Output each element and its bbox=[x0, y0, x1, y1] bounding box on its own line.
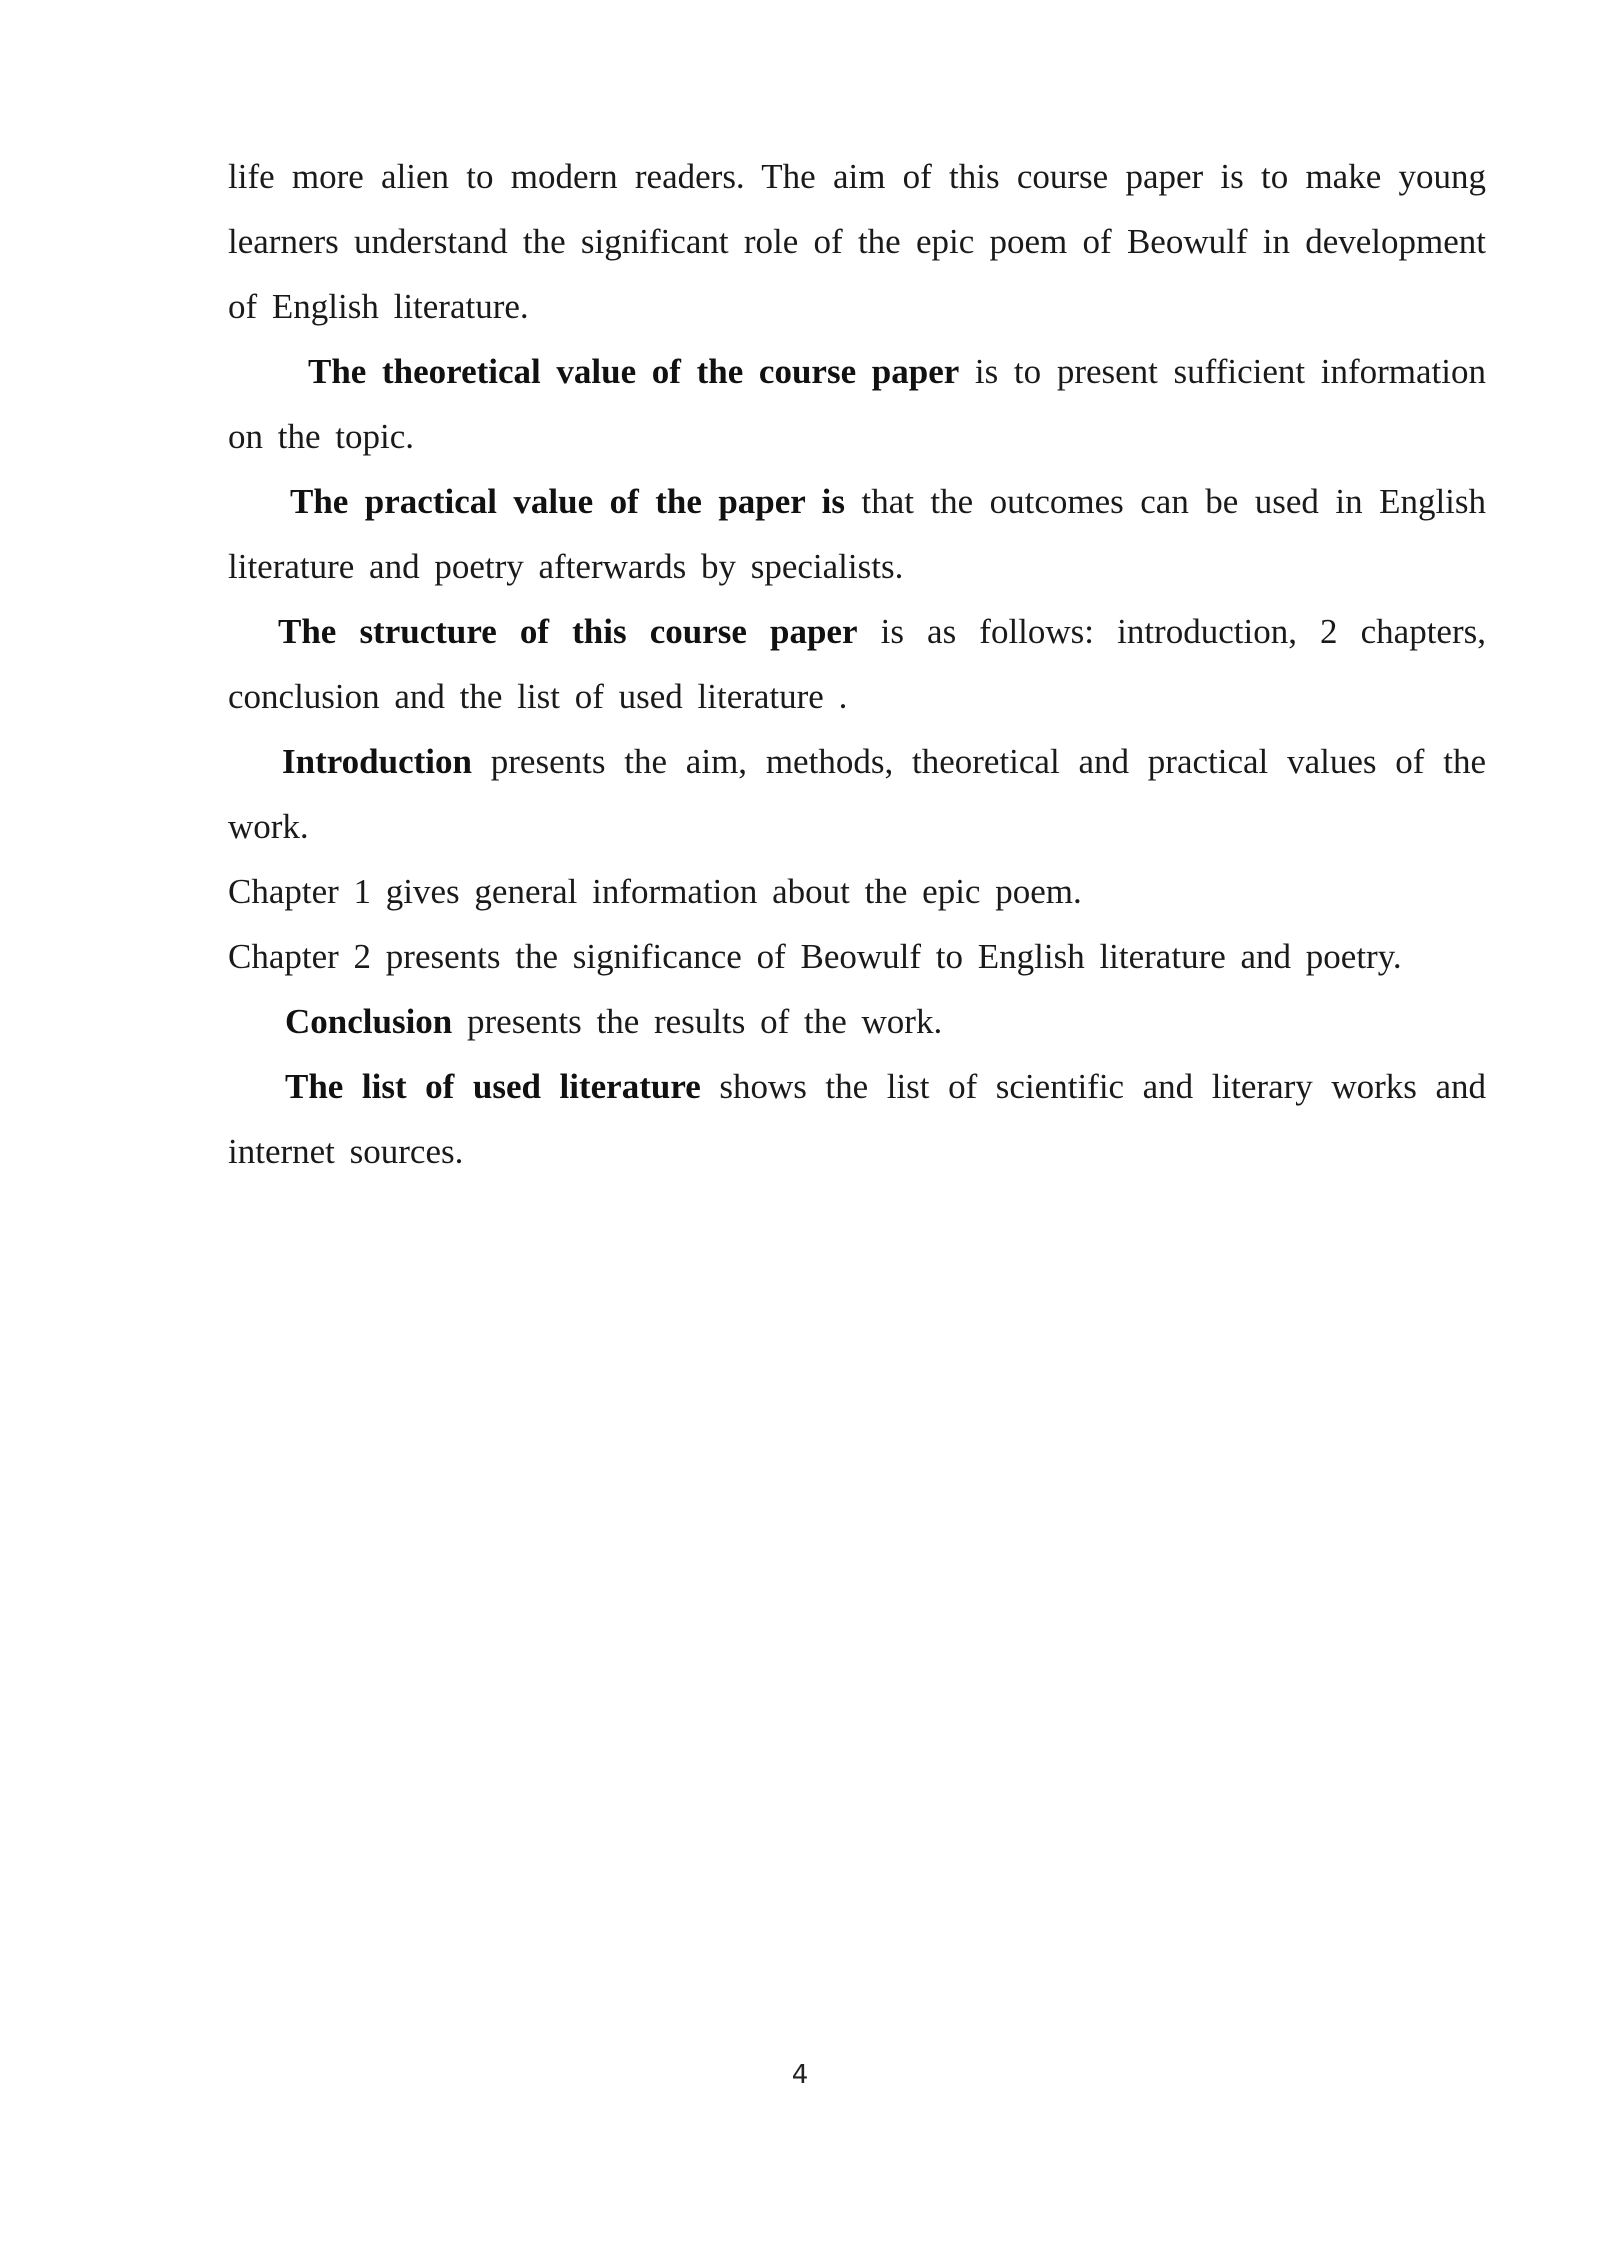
body-text bbox=[228, 144, 1486, 1184]
paragraph-text: shows the list of scientific and literary works and internet sources. bbox=[228, 1067, 1486, 1171]
paragraph-heading: The structure of this course paper bbox=[278, 612, 858, 651]
paragraph-practical-value bbox=[228, 469, 1486, 599]
paragraph-theoretical-value bbox=[228, 339, 1486, 469]
paragraph-text: is as follows: introduction, 2 chapters, conclusion and the list of used literature . bbox=[228, 612, 1486, 716]
paragraph-text: presents the aim, methods, theoretical and practical values of the work. bbox=[228, 742, 1486, 846]
paragraph-list-of-literature bbox=[228, 1054, 1486, 1184]
paragraph-heading: Introduction bbox=[282, 742, 472, 781]
paragraph-text: presents the results of the work. bbox=[452, 1002, 943, 1041]
page-number: 4 bbox=[791, 2060, 809, 2090]
paragraph-chapter-1 bbox=[228, 859, 1486, 924]
paragraph-text: that the outcomes can be used in English literature and poetry afterwards by specialists. bbox=[228, 482, 1487, 586]
paragraph-introduction bbox=[228, 729, 1486, 859]
paragraph-heading: Conclusion bbox=[285, 1002, 453, 1041]
paragraph-text: Chapter 1 gives general information about the epic poem. bbox=[228, 872, 1082, 911]
paragraph-heading: The practical value of the paper is bbox=[290, 482, 846, 521]
paragraph-text: Chapter 2 presents the significance of Beowulf to English literature and poetry. bbox=[228, 937, 1402, 976]
paragraph-heading: The list of used literature bbox=[285, 1067, 701, 1106]
paragraph-heading: The theoretical value of the course paper bbox=[308, 352, 960, 391]
paragraph-structure bbox=[228, 599, 1486, 729]
paragraph-text: life more alien to modern readers. The aim of this course paper is to make young learners understand the significant role of the epic poem of Beowulf in development of English literature. bbox=[228, 157, 1486, 326]
paragraph-chapter-2 bbox=[228, 924, 1486, 989]
paragraph-conclusion bbox=[228, 989, 1486, 1054]
paragraph-aim bbox=[228, 144, 1486, 339]
paragraph-text: is to present sufficient information on the topic. bbox=[228, 352, 1486, 456]
